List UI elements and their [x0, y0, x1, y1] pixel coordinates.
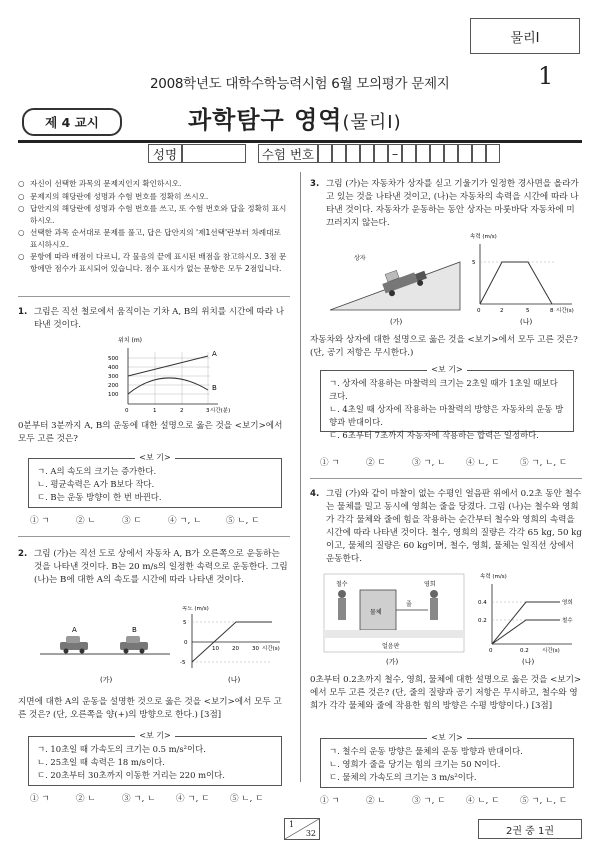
question-separator: [18, 536, 290, 537]
y-tick: 5: [183, 620, 187, 626]
younghee-label: 영희: [424, 581, 436, 588]
notice-item: ○ 문제지의 해당란에 성명과 수험 번호를 정확히 쓰시오.: [18, 191, 209, 201]
bogi-item: ㄴ. 25초일 때 속력은 18 m/s이다.: [37, 757, 165, 767]
ice-label: 얼음판: [382, 643, 400, 650]
question-text: 그림은 직선 철로에서 움직이는 기차 A, B의 위치를 시간에 따라 나타낸 것이다.: [34, 307, 285, 330]
x-tick: 1: [153, 408, 157, 414]
choice-option[interactable]: ④ ㄱ, ㄷ: [176, 794, 210, 804]
main-title: [188, 100, 402, 135]
label-b: B: [212, 384, 217, 392]
question-number: 1.: [18, 307, 28, 317]
id-digit-box[interactable]: [360, 144, 374, 163]
q2-figures: [30, 606, 290, 690]
name-label: 성명: [148, 144, 182, 163]
question-text: 그림 (가)와 같이 마찰이 없는 수평인 얼음판 위에서 0.2초 동안 철수는 물체를 밀고 동시에 영희는 줄을 당겼다. 그림 (나)는 철수와 영희가 각각 물체와 줄에 힘을 작용하는 순간부터 철수와 영희의 속력을 시간에 따라 나타낸 것이다. 철수, 영희의 질량은 각각 65 kg, 50 kg이고, 물체의 질량은 60 kg이며, 철수, 영희, 물체는 일직선 상에서 운동한다.: [326, 489, 582, 564]
younghee-icon: [430, 590, 438, 620]
question-2: [18, 548, 290, 587]
choice-option[interactable]: ⑤ ㄴ, ㄷ: [230, 794, 264, 804]
question-1: [18, 306, 290, 332]
choice-option[interactable]: ⑤ ㄴ, ㄷ: [226, 516, 260, 526]
x-tick: 20: [232, 646, 239, 652]
choice-option[interactable]: ② ㄴ: [76, 794, 96, 804]
question-number: 3.: [310, 179, 320, 189]
y-tick: 0.4: [478, 600, 487, 606]
question-4: [310, 488, 582, 566]
caption-ga: (가): [386, 658, 399, 666]
car-b-icon: [120, 636, 148, 654]
caption-ga: (가): [390, 318, 403, 326]
period-badge: 제 4 교시: [22, 108, 122, 136]
id-digit-box[interactable]: [430, 144, 444, 163]
q1-bogi: [28, 453, 282, 508]
y-tick: 500: [108, 356, 119, 362]
main-title-sub: (물리Ⅰ): [342, 112, 402, 133]
car-a-label: A: [72, 626, 77, 634]
q2-choices: [30, 792, 280, 804]
q3-figures: [320, 232, 580, 328]
x-tick: 3: [206, 408, 210, 414]
q2-bogi: [28, 731, 282, 786]
y-tick: 100: [108, 392, 119, 398]
choice-option[interactable]: ② ㄴ: [366, 796, 386, 806]
x-axis-label: 시간(s): [262, 646, 280, 652]
bogi-title: <보 기>: [135, 731, 174, 740]
label-a: A: [212, 350, 217, 358]
notice-item: ○ 자신이 선택한 과목의 문제지인지 확인하시오.: [18, 179, 182, 188]
choice-option[interactable]: ③ ㄱ, ㄴ: [122, 794, 156, 804]
y-axis-label: 속도 (m/s): [182, 606, 209, 612]
box-label: 상자: [354, 255, 366, 262]
y-axis-label: 속력 (m/s): [470, 234, 497, 240]
column-divider: [300, 172, 301, 782]
q1-position-graph: [100, 334, 240, 416]
question-number: 2.: [18, 549, 28, 559]
younghee-speed-line: [492, 602, 560, 644]
bogi-item: ㄱ. 10초일 때 가속도의 크기는 0.5 m/s²이다.: [37, 744, 206, 754]
question-number: 4.: [310, 489, 320, 499]
question-separator: [310, 478, 582, 479]
choice-option[interactable]: ① ㄱ: [320, 796, 340, 806]
x-tick: 0.2: [520, 648, 529, 654]
notice-item: ○ 선택한 과목 순서대로 문제를 풀고, 답은 답안지의 '제1선택'란부터 차례대로 표시하시오.: [18, 228, 281, 249]
bogi-title: <보 기>: [427, 733, 466, 742]
question-text: 그림 (가)는 자동차가 상자를 싣고 기울기가 일정한 경사면을 올라가고 있는 것을 나타낸 것이고, (나)는 자동차의 속력을 시간에 따라 나타낸 것이다. 자동차가 운동하는 동안 상자는 마룻바닥 자동차에 미끄러지지 않는다.: [326, 179, 579, 228]
caption-na: (나): [522, 658, 535, 666]
header-rule: [18, 140, 582, 143]
notice-item: ○ 답안지의 해당란에 성명과 수험 번호를 쓰고, 또 수험 번호와 답을 정확히 표시하시오.: [18, 204, 287, 225]
younghee-line-label: 영희: [562, 600, 573, 606]
bogi-item: ㄷ. B는 운동 방향이 한 번 바뀐다.: [37, 492, 162, 502]
caption-ga: (가): [100, 676, 113, 684]
main-title-text: 과학탐구 영역: [188, 106, 343, 134]
y-tick: 0.2: [478, 618, 487, 624]
choice-option[interactable]: ① ㄱ: [320, 458, 340, 468]
choice-option[interactable]: ① ㄱ: [30, 794, 50, 804]
id-digit-box[interactable]: [444, 144, 458, 163]
page-counter: [284, 818, 320, 840]
id-digit-box[interactable]: [332, 144, 346, 163]
id-label: 수험 번호: [258, 144, 318, 163]
id-digit-box[interactable]: [346, 144, 360, 163]
bogi-item: ㄴ. 평균속력은 A가 B보다 작다.: [37, 479, 155, 489]
bogi-title: <보 기>: [427, 365, 466, 374]
x-axis-label: 시간(s): [556, 308, 574, 314]
car-a-icon: [60, 636, 88, 654]
q4-figures: [320, 572, 580, 668]
notice-separator: [18, 296, 290, 297]
x-tick: 10: [212, 646, 219, 652]
q3-bogi: [320, 365, 574, 440]
y-tick: 5: [472, 260, 476, 266]
ice-icon: [324, 630, 464, 638]
id-dash: –: [388, 144, 402, 163]
x-tick: 2: [180, 408, 184, 414]
name-field[interactable]: [182, 144, 246, 163]
x-tick: 0: [125, 408, 129, 414]
x-tick: 2: [500, 308, 504, 314]
choice-option[interactable]: ② ㄷ: [366, 458, 386, 468]
id-digit-box[interactable]: [486, 144, 500, 163]
choice-option[interactable]: ⑤ ㄱ, ㄴ, ㄷ: [520, 458, 568, 468]
y-tick: 400: [108, 365, 119, 371]
exam-title: 2008학년도 대학수학능력시험 6월 모의평가 문제지: [150, 76, 450, 92]
curve-b: [128, 378, 208, 394]
id-digit-box[interactable]: [458, 144, 472, 163]
id-digit-box[interactable]: [416, 144, 430, 163]
choice-option[interactable]: ① ㄱ: [30, 516, 50, 526]
choice-option[interactable]: ⑤ ㄱ, ㄴ, ㄷ: [520, 796, 568, 806]
q1-choices: [30, 514, 276, 526]
page-total: 32: [305, 829, 316, 838]
y-tick: 0: [184, 640, 188, 646]
x-tick: 0: [489, 648, 493, 654]
rope-label: 줄: [406, 601, 412, 608]
object-label: 물체: [370, 609, 382, 616]
bogi-item: ㄷ. 물체의 가속도의 크기는 3 m/s²이다.: [329, 772, 477, 782]
name-id-row: [148, 144, 500, 164]
choice-option[interactable]: ② ㄴ: [76, 516, 96, 526]
caption-na: (나): [228, 676, 241, 684]
bogi-item: ㄱ. 철수의 운동 방향은 물체의 운동 방향과 반대이다.: [329, 746, 523, 756]
y-tick: 300: [108, 374, 119, 380]
car-b-label: B: [132, 626, 137, 634]
chulsu-label: 철수: [336, 581, 348, 588]
x-axis-label: 시간(s): [542, 648, 560, 654]
choice-option[interactable]: ④ ㄱ, ㄴ: [168, 516, 202, 526]
notice-item: ○ 문항에 따라 배점이 다르니, 각 물음의 끝에 표시된 배점을 참고하시오. 3점 문항에만 점수가 표시되어 있습니다. 점수 표시가 없는 문항은 모두 2점입니다.: [18, 252, 287, 273]
caption-na: (나): [520, 318, 533, 326]
x-tick: 8: [550, 308, 554, 314]
q4-choices: [320, 794, 580, 806]
x-tick: 0: [477, 308, 481, 314]
choice-option[interactable]: ③ ㄱ, ㄷ: [412, 796, 446, 806]
bogi-item: ㄴ. 4초일 때 상자에 작용하는 마찰력의 방향은 자동차의 운동 방향과 반대이다.: [329, 404, 564, 427]
chulsu-icon: [338, 590, 346, 620]
question-3: [310, 178, 582, 230]
y-tick: 200: [108, 383, 119, 389]
q1-stem: 0분부터 3분까지 A, B의 운동에 대한 설명으로 옳은 것을 <보기>에서 모두 고른 것은?: [18, 421, 283, 444]
y-axis-label: 속력 (m/s): [480, 574, 507, 580]
q3-choices: [320, 456, 580, 468]
booklet-label: 2권 중 1권: [478, 819, 582, 839]
choice-option[interactable]: ④ ㄴ, ㄷ: [466, 458, 500, 468]
speed-line: [480, 262, 552, 304]
y-axis-label: 위치 (m): [118, 337, 143, 344]
x-axis-label: 시간(분): [210, 408, 231, 414]
choice-option[interactable]: ④ ㄴ, ㄷ: [466, 796, 500, 806]
q4-stem: 0초부터 0.2초까지 철수, 영희, 물체에 대한 설명으로 옳은 것을 <보기>에서 모두 고른 것은? (단, 줄의 질량과 공기 저항은 무시하고, 철수와 영희가 각각 물체와 줄에 작용한 힘의 방향은 수평 방향이다.) [3점]: [310, 675, 582, 711]
x-tick: 30: [252, 646, 259, 652]
q4-bogi: [320, 733, 574, 788]
bogi-title: <보 기>: [135, 453, 174, 462]
x-tick: 5: [526, 308, 530, 314]
choice-option[interactable]: ③ ㄷ: [122, 516, 142, 526]
page-number: 1: [538, 62, 554, 90]
subject-box: 물리Ⅰ: [470, 18, 580, 54]
y-tick: -5: [180, 660, 186, 666]
bogi-item: ㄷ. 20초부터 30초까지 이동한 거리는 220 m이다.: [37, 770, 225, 780]
q2-stem: 지면에 대한 A의 운동을 설명한 것으로 옳은 것을 <보기>에서 모두 고른 것은? (단, 오른쪽을 양(+)의 방향으로 한다.) [3점]: [18, 697, 282, 720]
page-current: 1: [289, 820, 295, 829]
bogi-item: ㄱ. 상자에 작용하는 마찰력의 크기는 2초일 때가 1초일 때보다 크다.: [329, 378, 558, 401]
chulsu-line-label: 철수: [562, 618, 573, 624]
id-digit-box[interactable]: [472, 144, 486, 163]
choice-option[interactable]: ③ ㄱ, ㄴ: [412, 458, 446, 468]
bogi-item: ㄴ. 영희가 줄을 당기는 힘의 크기는 50 N이다.: [329, 759, 501, 769]
id-digit-box[interactable]: [374, 144, 388, 163]
id-digit-box[interactable]: [318, 144, 332, 163]
bogi-item: ㄷ. 6초부터 7초까지 자동차에 작용하는 합력은 일정하다.: [329, 430, 539, 440]
line-a: [128, 356, 208, 376]
q3-stem: 자동차와 상자에 대한 설명으로 옳은 것을 <보기>에서 모두 고른 것은? (단, 공기 저항은 무시한다.): [310, 335, 578, 358]
notice-list: [18, 178, 290, 275]
id-digit-box[interactable]: [402, 144, 416, 163]
bogi-item: ㄱ. A의 속도의 크기는 증가한다.: [37, 466, 157, 476]
question-text: 그림 (가)는 직선 도로 상에서 자동차 A, B가 오른쪽으로 운동하는 것을 나타낸 것이다. B는 20 m/s의 일정한 속력으로 운동한다. 그림 (나)는 B에 대한 A의 속도를 시간에 따라 나타낸 것이다.: [34, 549, 288, 585]
